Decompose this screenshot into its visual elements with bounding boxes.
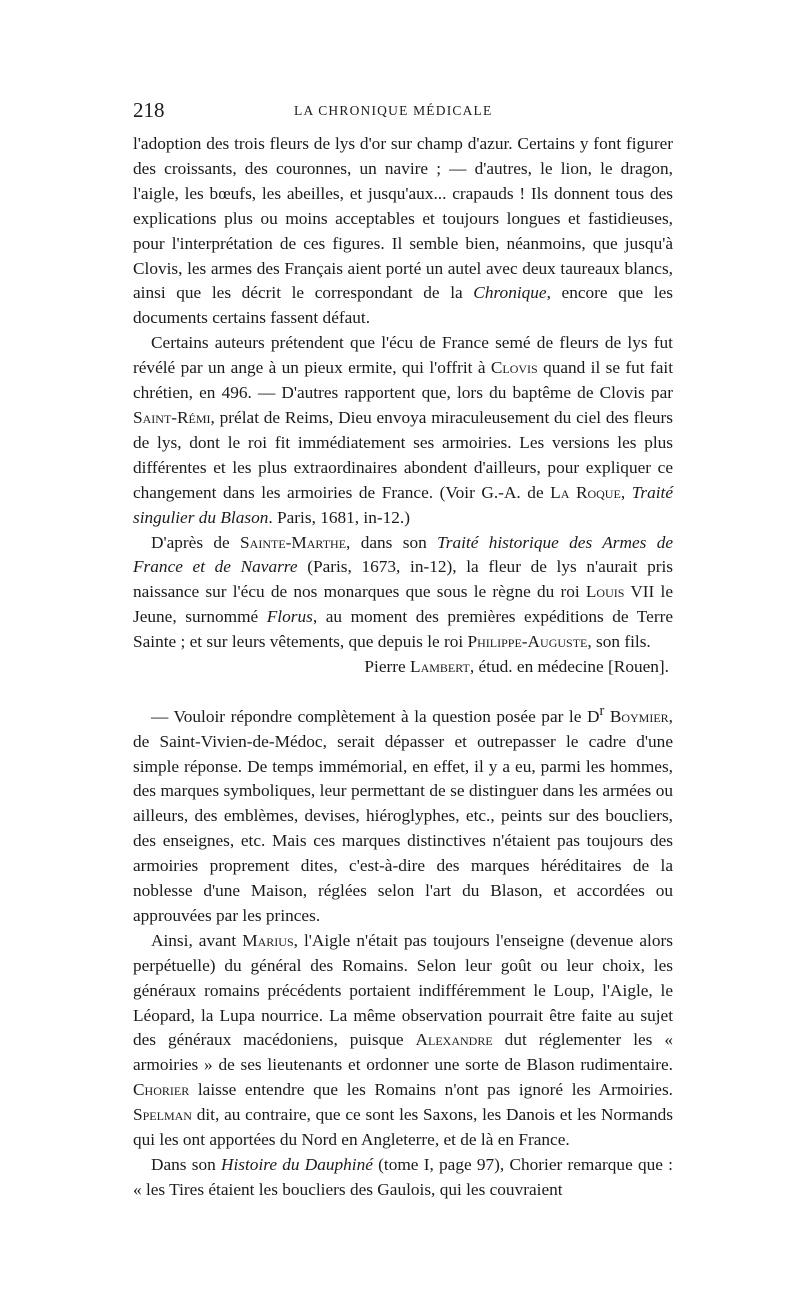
text-run: , prélat de Reims, Dieu envoya miraculeusement du ciel des fleurs de lys, dont le roi fit immédiatement ses armoiries. Les versions les plus différentes et les plus extraordinaires abondent d'ailleurs, pour expliquer ce changement dans les armoiries de France. (Voir G.-A. de [133, 407, 673, 502]
text-run: , dans son [346, 532, 438, 552]
page-header [133, 98, 673, 124]
text-run: Dans son [151, 1155, 221, 1175]
text-run: l'adoption des trois fleurs de lys d'or sur champ d'azur. Certains y font figurer des croissants, des couronnes, un navire ; — d'autres, le lion, le dragon, l'aigle, les bœufs, les abeilles, et jusqu'aux... crapauds ! Ils donnent tous des explications plus ou moins acceptables et toujours longues et fastidieuses, pour l'interprétation de ces figures. Il semble bien, néanmoins, que jusqu'à Clovis, les armes des Français aient porté un autel avec deux taureaux blancs, ainsi que les décrit le correspondant de la [133, 134, 673, 303]
small-caps-name: Clovis [490, 358, 538, 378]
section-gap [133, 680, 673, 699]
text-run: Pierre [364, 657, 411, 677]
small-caps-name: Philippe-Auguste [467, 632, 588, 652]
page [133, 98, 673, 1203]
text-run: , [620, 482, 632, 502]
paragraph [133, 1153, 673, 1203]
body-text [133, 132, 673, 1203]
superscript: r [599, 702, 605, 719]
text-run: Certains auteurs prétendent que l'écu de France semé de fleurs de lys fut révélé par un ange à un pieux ermite, qui l'offrit à [133, 333, 673, 378]
paragraph [133, 699, 673, 929]
signature [133, 655, 673, 680]
small-caps-name: Saint-Rémi [133, 407, 211, 427]
small-caps-name: Spelman [133, 1105, 192, 1125]
text-run: VII le Jeune, surnommé [133, 582, 673, 627]
text-run: D'après de [151, 532, 241, 552]
text-run: laisse entendre que les Romains n'ont pas ignoré les Armoiries. [189, 1080, 673, 1100]
italic-text: Traité historique des Armes de France et de Navarre [133, 532, 674, 577]
italic-text: Florus [266, 607, 313, 627]
small-caps-name: Boymier [609, 706, 669, 726]
small-caps-name: La Roque [550, 482, 621, 502]
small-caps-name: Louis [585, 582, 625, 602]
paragraph [133, 531, 673, 656]
small-caps-name: Marius [242, 930, 294, 950]
page-number: 218 [133, 98, 165, 122]
italic-text: Traité singulier du Blason [133, 482, 673, 527]
text-run: , l'Aigle n'était pas toujours l'enseigne (devenue alors perpétuelle) du général des Romains. Selon leur goût ou leur choix, les généraux romains précédents portaient indifféremment le Loup, l'Aigle, le Léopard, la Lupa nourrice. La même observation pourrait être faite au sujet des généraux macédoniens, puisque [133, 930, 673, 1050]
small-caps-name: Chorier [133, 1080, 190, 1100]
text-run: , encore que les documents certains fassent défaut. [133, 283, 673, 328]
text-run: , étud. en médecine [Rouen]. [469, 657, 669, 677]
italic-text: Histoire du Dauphiné [221, 1155, 373, 1175]
text-run: . Paris, 1681, in-12.) [268, 507, 410, 527]
text-run: dit, au contraire, que ce sont les Saxons, les Danois et les Normands qui les ont apportées du Nord en Angleterre, et de là en France. [133, 1105, 673, 1150]
text-run: (Paris, 1673, in-12), la fleur de lys n'aurait pris naissance sur l'écu de nos monarques que sous le règne du roi [133, 557, 674, 602]
running-title: LA CHRONIQUE MÉDICALE [294, 103, 493, 118]
text-run: (tome I, page 97), Chorier remarque que : « les Tires étaient les boucliers des Gaulois, qui les couvraient [133, 1155, 673, 1199]
text-run: , au moment des premières expéditions de Terre Sainte ; et sur leurs vêtements, que depuis le roi [133, 607, 674, 652]
text-run: quand il se fut fait chrétien, en 496. — D'autres rapportent que, lors du baptême de Clovis par [133, 358, 673, 403]
small-caps-name: Sainte-Marthe [240, 532, 347, 552]
text-run: , son fils. [587, 632, 651, 652]
paragraph [133, 331, 673, 530]
text-run: dut réglementer les « armoiries » de ses lieutenants et ordonner une sorte de Blason rudimentaire. [133, 1030, 674, 1075]
paragraph [133, 132, 673, 331]
paragraph [133, 929, 673, 1153]
text-run: Ainsi, avant [151, 930, 243, 950]
small-caps-name: Alexandre [415, 1030, 493, 1050]
text-run: , de Saint-Vivien-de-Médoc, serait dépasser et outrepasser le cadre d'une simple réponse. De temps immémorial, en effet, il y a eu, parmi les hommes, des marques symboliques, leur permettant de se distinguer dans les armées ou ailleurs, des emblèmes, devises, hiéroglyphes, etc., peints sur des boucliers, des enseignes, etc. Mais ces marques distinctives n'étaient pas toujours des armoiries proprement dites, c'est-à-dire des marques héréditaires de la noblesse d'une Maison, réglées selon l'art du Blason, et accordées ou approuvées par les princes. [133, 706, 673, 925]
italic-text: Chronique [473, 283, 547, 303]
small-caps-name: Lambert [410, 657, 470, 677]
text-run: — Vouloir répondre complètement à la question posée par le D [151, 706, 600, 726]
